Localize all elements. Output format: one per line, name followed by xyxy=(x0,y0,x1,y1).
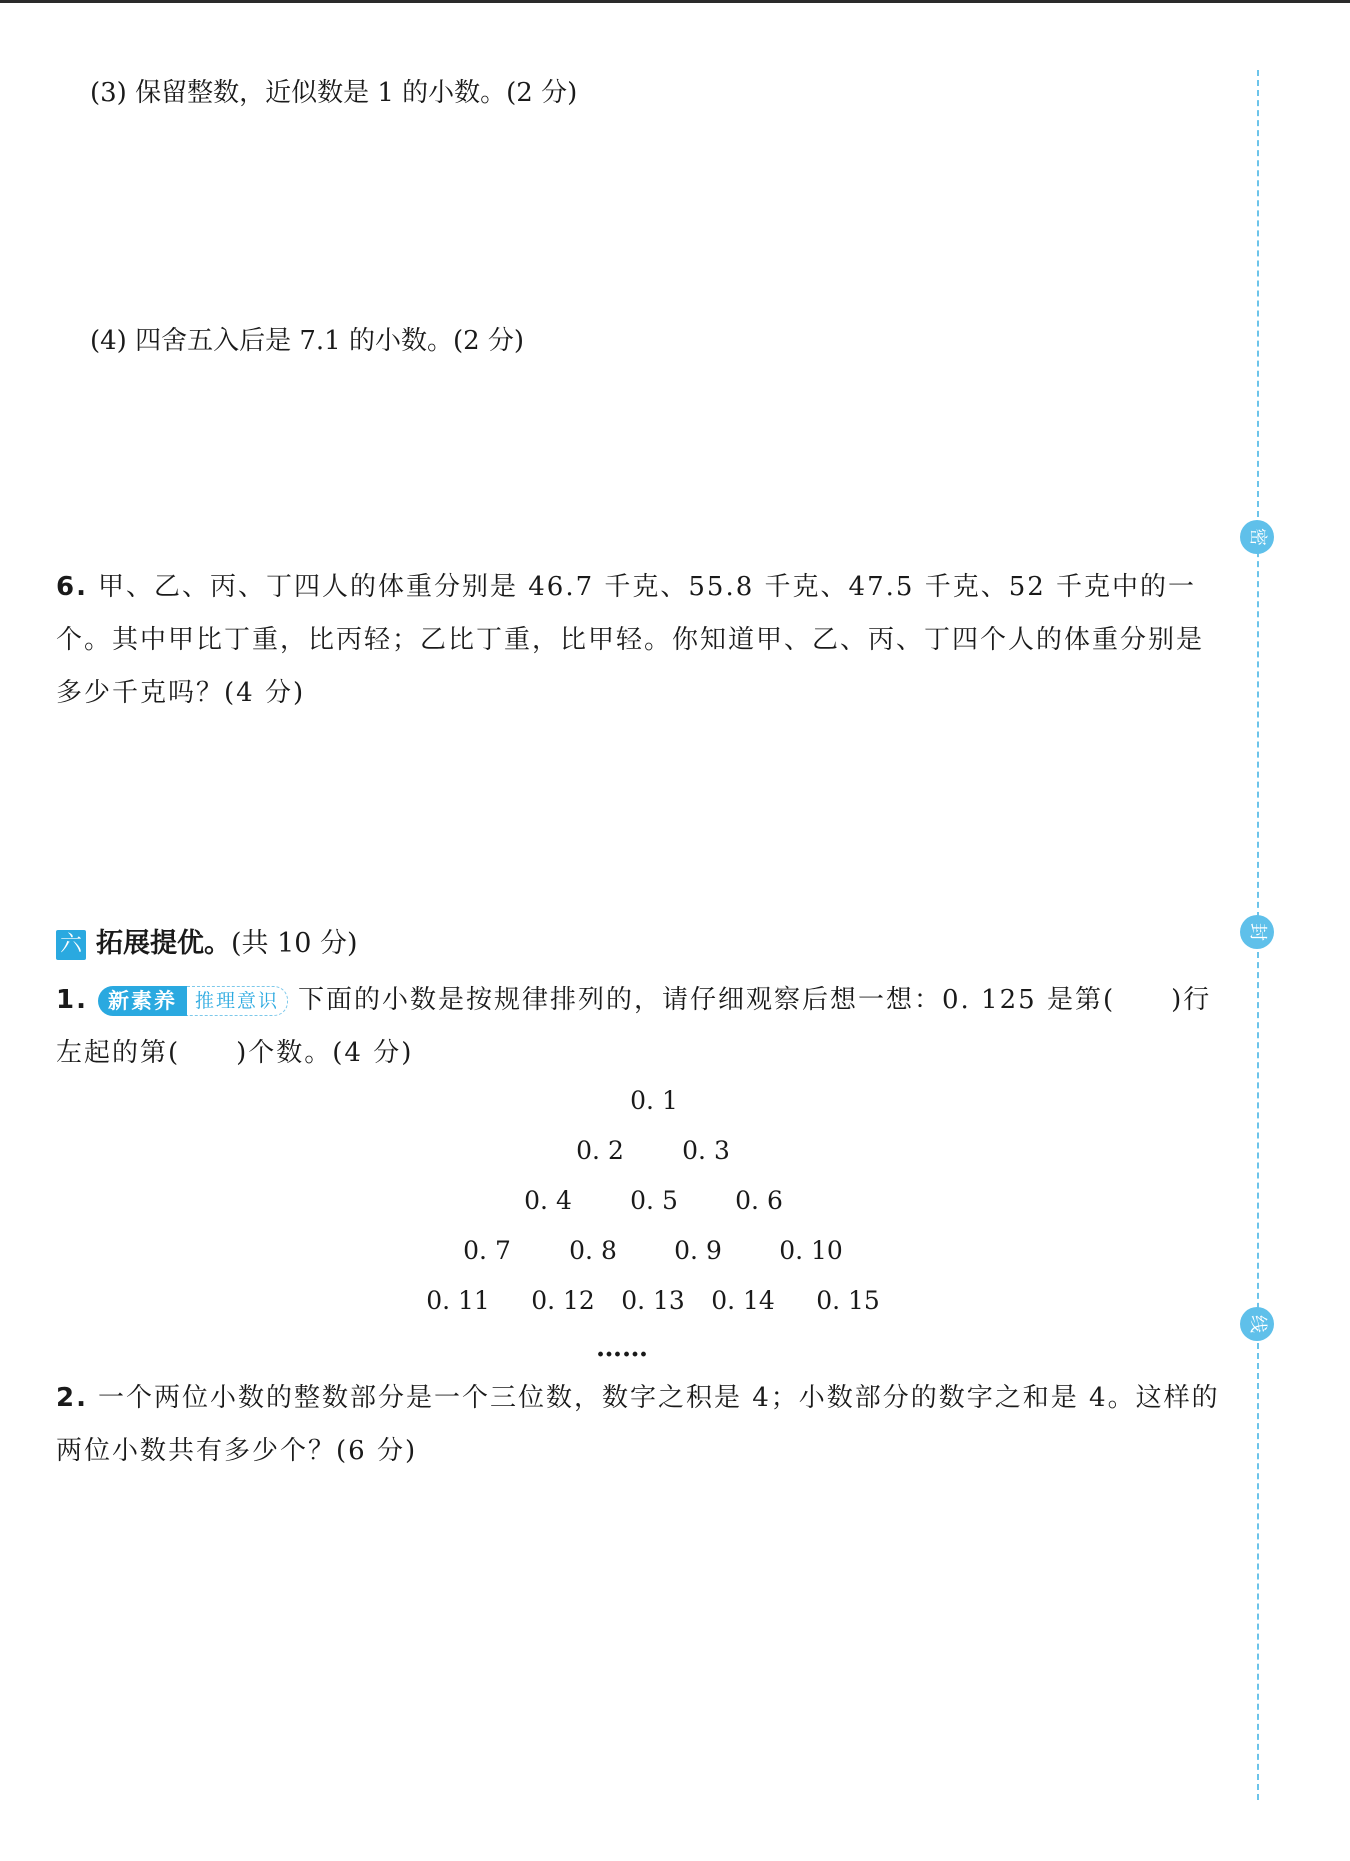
question-6-text: 甲、乙、丙、丁四人的体重分别是 46.7 千克、55.8 千克、47.5 千克、52 千克中的一个。其中甲比丁重，比丙轻；乙比丁重，比甲轻。你知道甲、乙、丙、丁四个人的体重分别是多少千克吗？(4 分) xyxy=(56,572,1205,708)
triangle-number: 0. 10 xyxy=(779,1236,843,1265)
problem-1-text: 下面的小数是按规律排列的，请仔细观察后想一想：0. 125 是第( )行左起的第( )个数。(4 分) xyxy=(56,985,1212,1068)
problem-1-number: 1. xyxy=(56,985,88,1015)
seal-mark-xian: 线 xyxy=(1240,1307,1274,1341)
triangle-number: 0. 5 xyxy=(630,1186,678,1215)
seal-mark-mi: 密 xyxy=(1240,520,1274,554)
problem-2-number: 2. xyxy=(56,1383,88,1413)
triangle-number: 0. 15 xyxy=(816,1286,880,1315)
question-5-3: (3) 保留整数，近似数是 1 的小数。(2 分) xyxy=(90,78,578,108)
top-border xyxy=(0,0,1350,3)
triangle-row xyxy=(0,1186,1350,1220)
triangle-number: 0. 7 xyxy=(463,1236,511,1265)
new-literacy-tag: 新素养 xyxy=(98,986,187,1016)
problem-1 xyxy=(56,974,1226,1080)
problem-2 xyxy=(56,1372,1226,1478)
triangle-number: 0. 6 xyxy=(735,1186,783,1215)
triangle-number: 0. 13 xyxy=(621,1286,685,1315)
section-score: (共 10 分) xyxy=(231,928,358,959)
triangle-number: 0. 8 xyxy=(569,1236,617,1265)
triangle-number: 0. 4 xyxy=(524,1186,572,1215)
triangle-number: 0. 2 xyxy=(576,1136,624,1165)
triangle-ellipsis: …… xyxy=(596,1333,648,1363)
triangle-number: 0. 14 xyxy=(711,1286,775,1315)
problem-2-text: 一个两位小数的整数部分是一个三位数，数字之积是 4；小数部分的数字之和是 4。这样的两位小数共有多少个？(6 分) xyxy=(56,1383,1220,1466)
triangle-number: 0. 12 xyxy=(531,1286,595,1315)
question-6 xyxy=(56,561,1226,720)
triangle-row xyxy=(0,1286,1350,1320)
section-title: 拓展提优。 xyxy=(96,928,231,959)
section-header xyxy=(56,926,358,962)
triangle-number: 0. 11 xyxy=(426,1286,490,1315)
triangle-row xyxy=(0,1236,1350,1270)
section-badge: 六 xyxy=(56,930,86,960)
question-6-number: 6. xyxy=(56,572,88,602)
triangle-row xyxy=(0,1136,1350,1170)
reasoning-tag: 推理意识 xyxy=(187,986,288,1016)
triangle-number: 0. 3 xyxy=(682,1136,730,1165)
triangle-number: 0. 9 xyxy=(674,1236,722,1265)
triangle-row xyxy=(0,1086,1350,1120)
seal-mark-feng: 封 xyxy=(1240,915,1274,949)
question-5-4: (4) 四舍五入后是 7.1 的小数。(2 分) xyxy=(90,326,525,356)
triangle-number: 0. 1 xyxy=(630,1086,678,1115)
